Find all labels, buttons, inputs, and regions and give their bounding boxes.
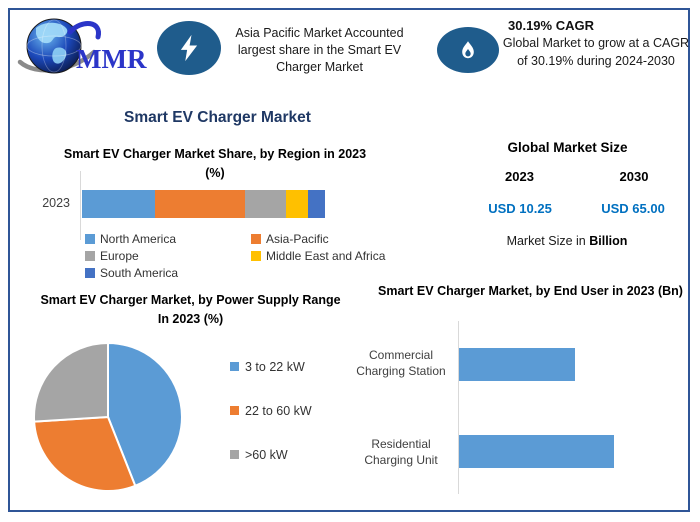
legend-item-south-america xyxy=(85,266,178,280)
legend-label: North America xyxy=(100,232,177,246)
legend-item-middle-east-africa xyxy=(251,249,385,263)
market-size-value-2023: USD 10.25 xyxy=(488,201,552,216)
legend-swatch-asia-pacific xyxy=(251,234,261,244)
pie-legend-item-3-22kw xyxy=(230,360,305,374)
market-size-unit-note xyxy=(458,234,676,248)
legend-label: 3 to 22 kW xyxy=(245,360,305,374)
market-size-year-2023: 2023 xyxy=(505,169,534,184)
legend-label: South America xyxy=(100,266,179,280)
region-stacked-bar xyxy=(82,190,325,218)
legend-swatch-60kw-plus xyxy=(230,450,239,459)
pie-slice xyxy=(34,343,108,422)
legend-label: Europe xyxy=(100,249,139,263)
lightning-icon xyxy=(169,28,209,68)
cagr-value-title: 30.19% CAGR xyxy=(508,18,594,33)
end-user-bar xyxy=(459,435,614,468)
legend-swatch-north-america xyxy=(85,234,95,244)
logo-text: MMR xyxy=(76,44,147,74)
header-highlight-cagr xyxy=(496,17,696,70)
bar-segment-south-america xyxy=(308,190,325,218)
bar-segment-europe xyxy=(245,190,286,218)
pie-slices xyxy=(34,343,182,491)
bar-segment-north-america xyxy=(82,190,155,218)
region-chart-category-label: 2023 xyxy=(42,196,70,210)
legend-swatch-22-60kw xyxy=(230,406,239,415)
lightning-badge xyxy=(157,21,221,75)
bar-segment-middle-east-africa xyxy=(286,190,308,218)
region-chart-axis xyxy=(80,171,81,240)
legend-label: Middle East and Africa xyxy=(266,249,386,263)
page-title: Smart EV Charger Market xyxy=(124,109,311,126)
unit-note-bold: Billion xyxy=(589,234,628,248)
header-highlight-asia-pacific: Asia Pacific Market Accounted largest share in the Smart EV Charger Market xyxy=(235,26,404,74)
legend-swatch-3-22kw xyxy=(230,362,239,371)
market-size-year-2030: 2030 xyxy=(619,169,649,184)
flame-icon xyxy=(453,33,483,67)
global-market-size-title: Global Market Size xyxy=(507,140,628,155)
flame-badge xyxy=(437,27,499,73)
unit-note-prefix: Market Size in xyxy=(506,234,590,248)
power-supply-pie-chart xyxy=(32,341,184,493)
mmr-logo xyxy=(14,10,149,80)
bar-segment-asia-pacific xyxy=(155,190,245,218)
region-chart-title: Smart EV Charger Market Share, by Region in 2023 (%) xyxy=(63,147,367,180)
end-user-bar xyxy=(459,348,575,381)
globe-logo-icon xyxy=(14,10,149,80)
end-user-label-residential: Residential Charging Unit xyxy=(364,437,438,467)
power-supply-chart-title: Smart EV Charger Market, by Power Supply Range In 2023 (%) xyxy=(40,293,341,326)
legend-label: Asia-Pacific xyxy=(266,232,329,246)
legend-label: >60 kW xyxy=(245,448,288,462)
legend-swatch-europe xyxy=(85,251,95,261)
legend-item-asia-pacific xyxy=(251,232,329,246)
cagr-description: Global Market to grow at a CAGR of 30.19% during 2024-2030 xyxy=(502,36,690,68)
pie-legend-item-22-60kw xyxy=(230,404,312,418)
legend-item-north-america xyxy=(85,232,176,246)
pie-legend-item-60kw-plus xyxy=(230,448,288,462)
market-size-value-2030: USD 65.00 xyxy=(601,201,665,216)
legend-swatch-middle-east-africa xyxy=(251,251,261,261)
legend-label: 22 to 60 kW xyxy=(245,404,312,418)
end-user-label-commercial: Commercial Charging Station xyxy=(356,348,446,378)
end-user-chart-axis xyxy=(458,321,459,494)
legend-swatch-south-america xyxy=(85,268,95,278)
legend-item-europe xyxy=(85,249,139,263)
end-user-chart-title: Smart EV Charger Market, by End User in 2023 (Bn) xyxy=(378,284,683,298)
